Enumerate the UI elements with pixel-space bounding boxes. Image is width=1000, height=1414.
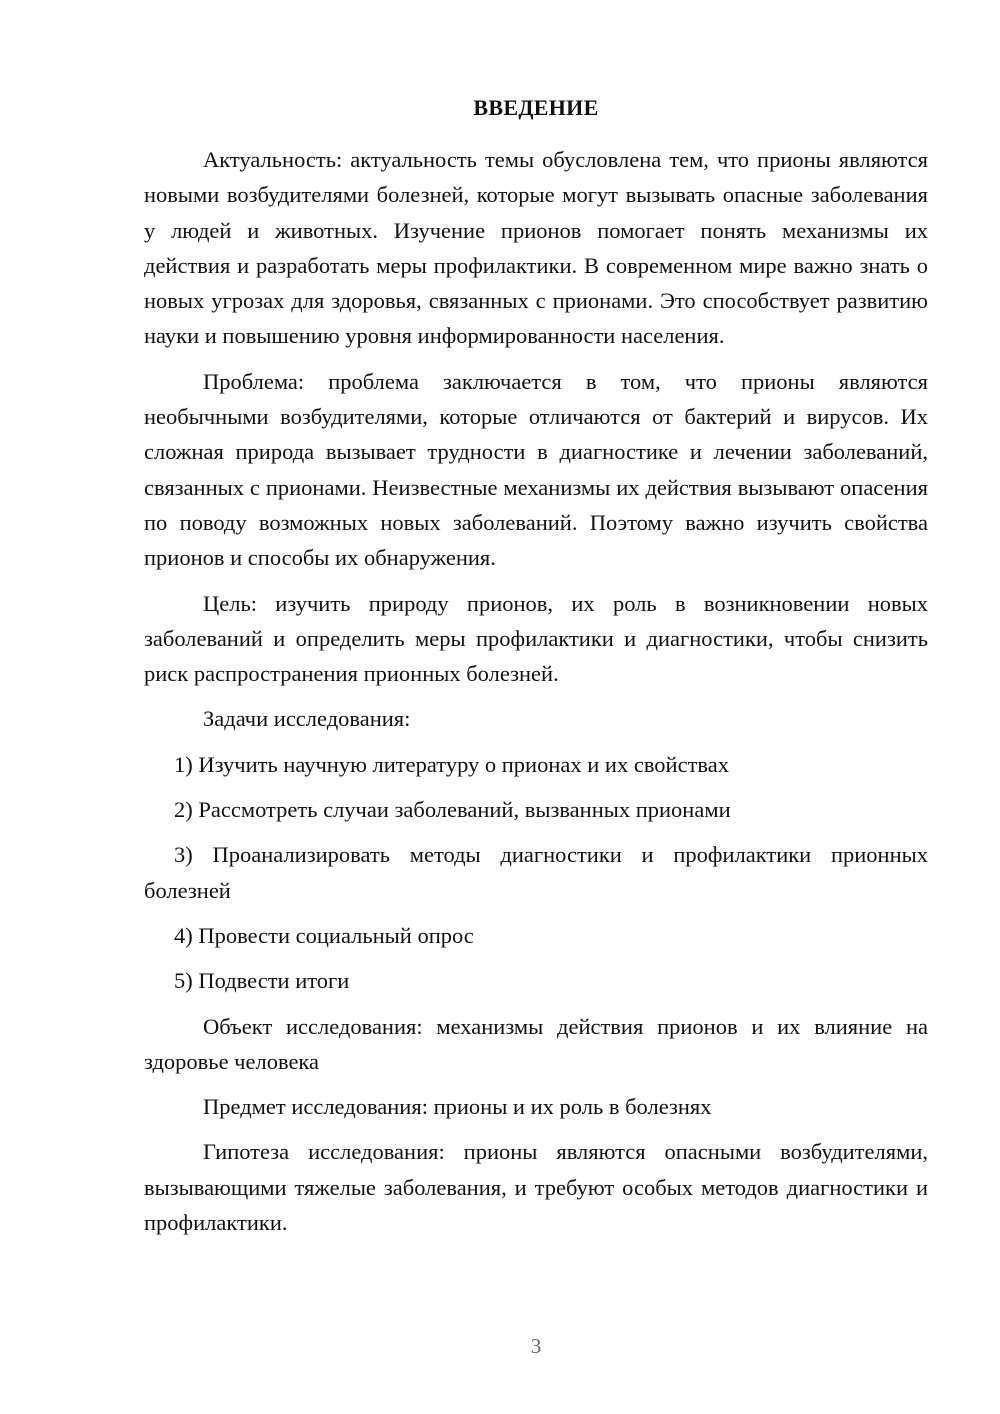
- relevance-paragraph: Актуальность: актуальность темы обусловлена тем, что прионы являются новыми возбудителями болезней, которые могут вызывать опасные заболевания у людей и животных. Изучение прионов помогает понять механизмы их действия и разработать меры профилактики. В современном мире важно знать о новых угрозах для здоровья, связанных с прионами. Это способствует развитию науки и повышению уровня информированности населения.: [144, 147, 928, 349]
- task-item: 3) Проанализировать методы диагностики и профилактики прионных болезней: [144, 842, 928, 903]
- object-paragraph: Объект исследования: механизмы действия прионов и их влияние на здоровье человека: [144, 1013, 928, 1074]
- task-item: 4) Провести социальный опрос: [174, 922, 474, 948]
- task-item: 2) Рассмотреть случаи заболеваний, вызванных прионами: [174, 797, 731, 823]
- task-item: 5) Подвести итоги: [174, 968, 350, 994]
- page-number: 3: [530, 1334, 542, 1358]
- page-title: ВВЕДЕНИЕ: [473, 95, 599, 120]
- goal-paragraph: Цель: изучить природу прионов, их роль в возникновении новых заболеваний и определить меры профилактики и диагностики, чтобы снизить риск распространения прионных болезней.: [144, 590, 928, 687]
- tasks-heading: Задачи исследования:: [203, 706, 411, 732]
- document-body: [144, 142, 928, 1250]
- subject-paragraph: Предмет исследования: прионы и их роль в болезнях: [203, 1094, 712, 1120]
- task-item: 1) Изучить научную литературу о прионах и их свойствах: [174, 751, 729, 777]
- hypothesis-paragraph: Гипотеза исследования: прионы являются опасными возбудителями, вызывающими тяжелые заболевания, и требуют особых методов диагностики и профилактики.: [144, 1139, 928, 1236]
- problem-paragraph: Проблема: проблема заключается в том, что прионы являются необычными возбудителями, которые отличаются от бактерий и вирусов. Их сложная природа вызывает трудности в диагностике и лечении заболеваний, связанных с прионами. Неизвестные механизмы их действия вызывают опасения по поводу возможных новых заболеваний. Поэтому важно изучить свойства прионов и способы их обнаружения.: [144, 368, 928, 571]
